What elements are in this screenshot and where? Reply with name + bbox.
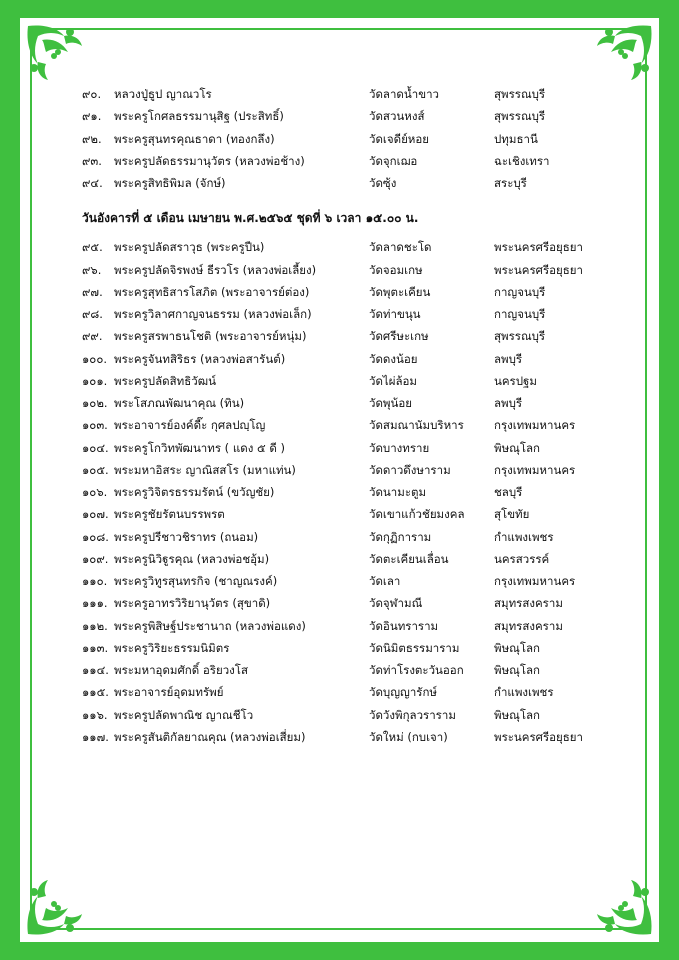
temple-name: วัดเลา <box>369 574 401 589</box>
list-item <box>82 173 602 195</box>
temple-name: วัดนิมิตธรรมาราม <box>369 640 460 655</box>
monk-name: พระครูวิริยะธรรมนิมิตร <box>114 640 230 655</box>
province-name: สระบุรี <box>494 176 527 191</box>
floral-ornament-icon <box>24 874 88 938</box>
province-name: นครปฐม <box>494 373 537 388</box>
list-item <box>82 84 602 106</box>
item-number: ๑๑๓. <box>82 640 109 655</box>
list-group-1 <box>82 84 602 195</box>
item-number: ๑๑๔. <box>82 663 109 678</box>
list-item <box>82 682 602 704</box>
temple-name: วัดอินทราราม <box>369 618 439 633</box>
province-name: ลพบุรี <box>494 351 523 366</box>
province-name: กรุงเทพมหานคร <box>494 574 576 589</box>
monk-name: พระอาจารย์องค์ดี๊ะ กุศลปญฺโญ <box>114 418 266 433</box>
item-number: ๑๑๐. <box>82 574 108 589</box>
list-item <box>82 326 602 348</box>
list-item <box>82 593 602 615</box>
list-item <box>82 571 602 593</box>
list-item <box>82 106 602 128</box>
list-item <box>82 616 602 638</box>
province-name: สุพรรณบุรี <box>494 109 546 124</box>
province-name: สมุทรสงคราม <box>494 596 563 611</box>
list-item <box>82 304 602 326</box>
item-number: ๙๐. <box>82 87 102 102</box>
item-number: ๙๘. <box>82 307 103 322</box>
list-group-2 <box>82 237 602 749</box>
province-name: สุพรรณบุรี <box>494 329 546 344</box>
monk-name: หลวงปู่ธูป ญาณวโร <box>114 87 212 102</box>
temple-name: วัดลาดน้ำขาว <box>369 87 439 102</box>
temple-name: วัดดาวดึงษาราม <box>369 462 451 477</box>
item-number: ๙๖. <box>82 262 102 277</box>
list-item <box>82 349 602 371</box>
temple-name: วัดบางทราย <box>369 440 430 455</box>
temple-name: วัดศรีษะเกษ <box>369 329 429 344</box>
province-name: นครสวรรค์ <box>494 551 550 566</box>
list-item <box>82 393 602 415</box>
monk-name: พระครูวิทูรสุนทรกิจ (ชาญณรงค์) <box>114 574 278 589</box>
list-item <box>82 660 602 682</box>
item-number: ๑๐๕. <box>82 462 109 477</box>
list-item <box>82 460 602 482</box>
temple-name: วัดนามะตูม <box>369 485 427 500</box>
list-item <box>82 371 602 393</box>
monk-name: พระครูสิทธิพิมล (จักษ์) <box>114 176 226 191</box>
temple-name: วัดพุน้อย <box>369 396 413 411</box>
province-name: พิษณุโลก <box>494 640 541 655</box>
province-name: กาญจนบุรี <box>494 284 546 299</box>
monk-name: พระครูสุนทรคุณธาดา (ทองกลึง) <box>114 131 275 146</box>
province-name: พิษณุโลก <box>494 707 541 722</box>
temple-name: วัดท่าขนุน <box>369 307 421 322</box>
province-name: ชลบุรี <box>494 485 523 500</box>
list-item <box>82 129 602 151</box>
list-item <box>82 482 602 504</box>
province-name: พระนครศรีอยุธยา <box>494 729 584 744</box>
list-item <box>82 705 602 727</box>
monk-name: พระอาจารย์อุดมทรัพย์ <box>114 685 224 700</box>
item-number: ๑๐๑. <box>82 373 108 388</box>
item-number: ๙๒. <box>82 131 102 146</box>
temple-name: วัดบุญญารักษ์ <box>369 685 438 700</box>
province-name: สุพรรณบุรี <box>494 87 546 102</box>
province-name: พิษณุโลก <box>494 663 541 678</box>
item-number: ๑๑๑. <box>82 596 108 611</box>
monk-name: พระครูปรีชาวชิราทร (ถนอม) <box>114 529 259 544</box>
item-number: ๑๐๗. <box>82 507 109 522</box>
temple-name: วัดใหม่ (กบเจา) <box>369 729 448 744</box>
monk-name: พระครูปลัดสราวุธ (พระครูปืน) <box>114 240 265 255</box>
province-name: พิษณุโลก <box>494 440 541 455</box>
item-number: ๑๐๔. <box>82 440 109 455</box>
monk-name: พระครูจันทสิริธร (หลวงพ่อสารันต์) <box>114 351 286 366</box>
province-name: กาญจนบุรี <box>494 307 546 322</box>
list-item <box>82 638 602 660</box>
list-item <box>82 282 602 304</box>
province-name: ปทุมธานี <box>494 131 538 146</box>
item-number: ๙๔. <box>82 176 103 191</box>
list-item <box>82 527 602 549</box>
monk-name: พระครูสรพาธนโชติ (พระอาจารย์หนุ่ม) <box>114 329 307 344</box>
temple-name: วัดสวนหงส์ <box>369 109 425 124</box>
monk-list <box>82 84 602 749</box>
list-item <box>82 438 602 460</box>
temple-name: วัดกุฏิการาม <box>369 529 432 544</box>
monk-name: พระครูโกศลธรรมานุสิฐ (ประสิทธิ์) <box>114 109 284 124</box>
temple-name: วัดเขาแก้วชัยมงคล <box>369 507 465 522</box>
item-number: ๑๐๙. <box>82 551 109 566</box>
list-item <box>82 260 602 282</box>
floral-ornament-icon <box>591 874 655 938</box>
province-name: พระนครศรีอยุธยา <box>494 240 584 255</box>
province-name: ลพบุรี <box>494 396 523 411</box>
monk-name: พระครูโกวิทพัฒนาทร ( แดง ๕ ดี ) <box>114 440 285 455</box>
list-item <box>82 415 602 437</box>
list-item <box>82 151 602 173</box>
temple-name: วัดลาดชะโด <box>369 240 432 255</box>
temple-name: วัดเจดีย์หอย <box>369 131 430 146</box>
province-name: กรุงเทพมหานคร <box>494 418 576 433</box>
list-item <box>82 504 602 526</box>
item-number: ๑๐๒. <box>82 396 108 411</box>
province-name: สุโขทัย <box>494 507 530 522</box>
item-number: ๑๐๐. <box>82 351 107 366</box>
province-name: กำแพงเพชร <box>494 685 554 700</box>
floral-ornament-icon <box>24 22 88 86</box>
monk-name: พระครูสันติกัลยาณคุณ (หลวงพ่อเสี่ยม) <box>114 729 306 744</box>
monk-name: พระครูนิวิฐูรคุณ (หลวงพ่อชอุ้ม) <box>114 551 270 566</box>
monk-name: พระมหาอุดมศักดิ์ อริยวงโส <box>114 663 248 678</box>
monk-name: พระโสภณพัฒนาคุณ (ทิน) <box>114 396 245 411</box>
monk-name: พระครูปลัดพาณิช ญาณชีโว <box>114 707 254 722</box>
temple-name: วัดไผ่ล้อม <box>369 373 417 388</box>
province-name: กรุงเทพมหานคร <box>494 462 576 477</box>
monk-name: พระครูปลัดจิรพงษ์ ธีรวโร (หลวงพ่อเลี้ยง) <box>114 262 317 277</box>
monk-name: พระครูปลัดธรรมานุวัตร (หลวงพ่อช้าง) <box>114 153 305 168</box>
item-number: ๙๗. <box>82 284 103 299</box>
monk-name: พระครูปลัดสิทธิวัฒน์ <box>114 373 216 388</box>
monk-name: พระครูพิสิษฐ์ประชานาถ (หลวงพ่อแดง) <box>114 618 306 633</box>
temple-name: วัดพุตะเคียน <box>369 284 431 299</box>
monk-name: พระครูอาทรวิริยานุวัตร (สุขาดิ) <box>114 596 271 611</box>
temple-name: วัดจุฬามณี <box>369 596 423 611</box>
temple-name: วัดวังพิกุลวราราม <box>369 707 456 722</box>
temple-name: วัดจุกเฌอ <box>369 153 418 168</box>
temple-name: วัดจอมเกษ <box>369 262 423 277</box>
province-name: พระนครศรีอยุธยา <box>494 262 584 277</box>
monk-name: พระครูวิลาศกาญจนธรรม (หลวงพ่อเล็ก) <box>114 307 312 322</box>
session-heading: วันอังคารที่ ๕ เดือน เมษายน พ.ศ.๒๕๖๕ ชุดที่ ๖ เวลา ๑๕.๐๐ น. <box>82 210 419 225</box>
item-number: ๑๑๖. <box>82 707 108 722</box>
temple-name: วัดตะเคียนเลื่อน <box>369 551 449 566</box>
list-item <box>82 549 602 571</box>
temple-name: วัดสมณานัมบริหาร <box>369 418 464 433</box>
province-name: กำแพงเพชร <box>494 529 554 544</box>
item-number: ๙๓. <box>82 153 102 168</box>
province-name: สมุทรสงคราม <box>494 618 563 633</box>
item-number: ๙๕. <box>82 240 103 255</box>
item-number: ๑๐๓. <box>82 418 108 433</box>
item-number: ๙๑. <box>82 109 102 124</box>
monk-name: พระมหาอิสระ ญาณิสสโร (มหาแท่น) <box>114 462 296 477</box>
province-name: ฉะเชิงเทรา <box>494 153 550 168</box>
list-item <box>82 727 602 749</box>
temple-name: วัดดงน้อย <box>369 351 418 366</box>
item-number: ๑๑๕. <box>82 685 109 700</box>
temple-name: วัดท่าโรงตะวันออก <box>369 663 464 678</box>
monk-name: พระครูชัยรัตนบรรพรต <box>114 507 225 522</box>
floral-ornament-icon <box>591 22 655 86</box>
monk-name: พระครูวิจิตรธรรมรัตน์ (ขวัญชัย) <box>114 485 275 500</box>
item-number: ๑๑๒. <box>82 618 108 633</box>
item-number: ๑๑๗. <box>82 729 109 744</box>
item-number: ๑๐๘. <box>82 529 109 544</box>
temple-name: วัดซุ้ง <box>369 176 397 191</box>
item-number: ๙๙. <box>82 329 103 344</box>
monk-name: พระครูสุทธิสารโสภิต (พระอาจารย์ต่อง) <box>114 284 310 299</box>
item-number: ๑๐๖. <box>82 485 108 500</box>
list-item <box>82 237 602 259</box>
